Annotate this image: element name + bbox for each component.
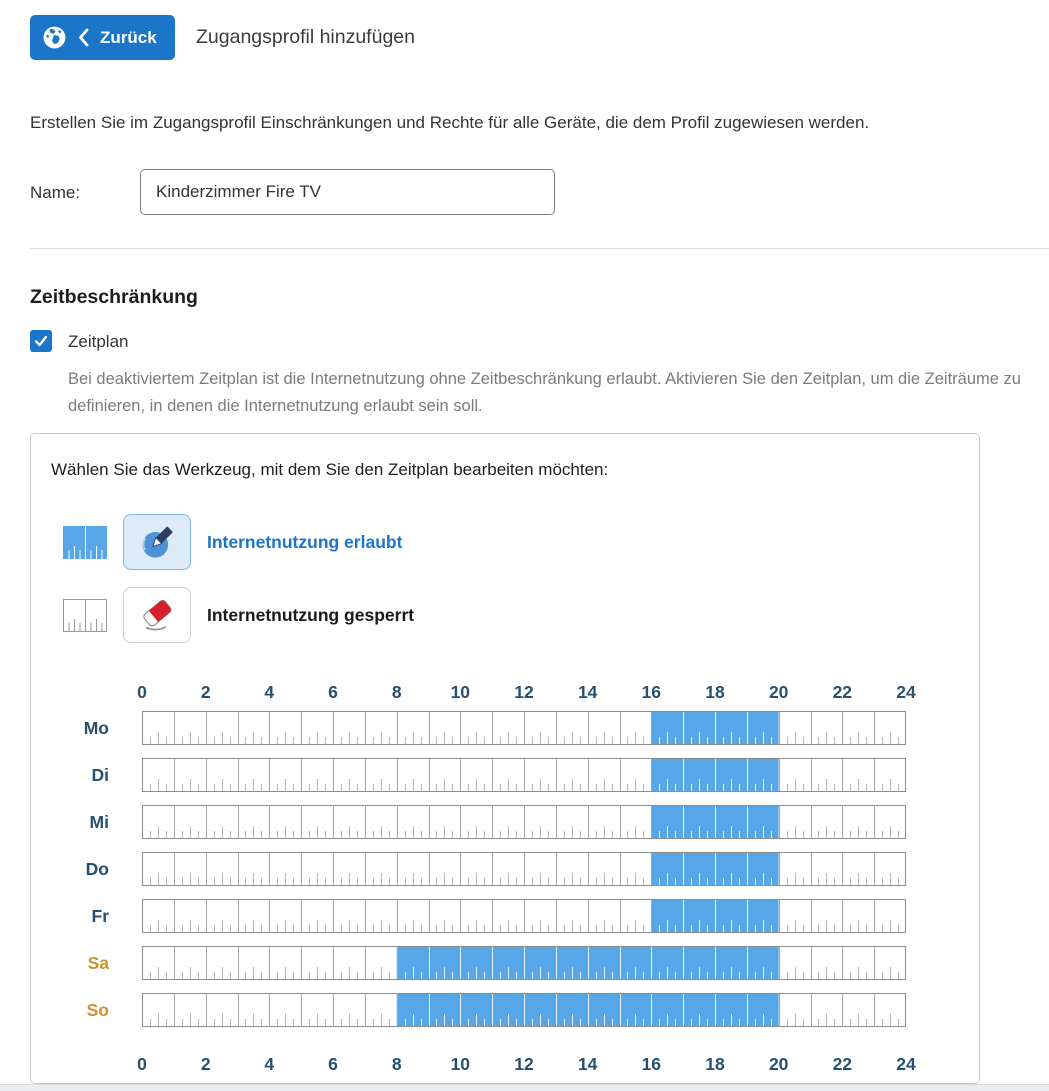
svg-text:22: 22 bbox=[832, 682, 853, 702]
svg-text:18: 18 bbox=[705, 1054, 725, 1074]
blocked-swatch-icon bbox=[63, 599, 107, 632]
schedule-panel bbox=[30, 433, 980, 1084]
svg-text:18: 18 bbox=[705, 682, 725, 702]
svg-text:12: 12 bbox=[514, 1054, 534, 1074]
svg-text:24: 24 bbox=[896, 1054, 916, 1074]
svg-text:2: 2 bbox=[200, 1054, 211, 1074]
block-tool-label[interactable]: Internetnutzung gesperrt bbox=[207, 605, 415, 625]
svg-text:4: 4 bbox=[264, 1054, 275, 1074]
svg-text:8: 8 bbox=[391, 1054, 402, 1074]
chevron-left-icon bbox=[78, 28, 89, 47]
pencil-icon bbox=[137, 522, 177, 562]
profile-name-input[interactable] bbox=[140, 169, 555, 215]
svg-text:4: 4 bbox=[264, 682, 275, 702]
svg-text:8: 8 bbox=[391, 682, 402, 702]
zeitplan-description: Bei deaktiviertem Zeitplan ist die Internetnutzung ohne Zeitbeschränkung erlaubt. Aktivieren Sie den Zeitplan, um die Zeiträume zu definieren, in denen die Internetnutzung erlaubt sein soll. bbox=[68, 370, 1021, 415]
globe-icon bbox=[42, 25, 67, 50]
svg-text:10: 10 bbox=[450, 1054, 471, 1074]
back-button-label: Zurück bbox=[100, 27, 157, 47]
svg-text:Di: Di bbox=[91, 765, 109, 785]
svg-text:16: 16 bbox=[641, 1054, 662, 1074]
schedule-grid[interactable] bbox=[31, 678, 981, 1078]
svg-text:20: 20 bbox=[768, 1054, 789, 1074]
allowed-swatch-icon bbox=[63, 526, 107, 559]
time-restriction-heading: Zeitbeschränkung bbox=[30, 286, 198, 308]
svg-text:6: 6 bbox=[328, 1054, 338, 1074]
allow-tool-label[interactable]: Internetnutzung erlaubt bbox=[207, 532, 403, 552]
zeitplan-checkbox-label: Zeitplan bbox=[68, 332, 129, 351]
eraser-icon bbox=[137, 595, 177, 635]
svg-text:16: 16 bbox=[641, 682, 662, 702]
allow-tool-button[interactable] bbox=[123, 514, 191, 570]
svg-text:12: 12 bbox=[514, 682, 534, 702]
svg-text:6: 6 bbox=[328, 682, 338, 702]
intro-text: Erstellen Sie im Zugangsprofil Einschränkungen und Rechte für alle Geräte, die dem Profil zugewiesen werden. bbox=[30, 113, 870, 132]
svg-text:0: 0 bbox=[137, 682, 147, 702]
page-title: Zugangsprofil hinzufügen bbox=[196, 26, 415, 48]
block-tool-button[interactable] bbox=[123, 587, 191, 643]
section-divider bbox=[30, 248, 1049, 249]
svg-text:So: So bbox=[86, 1000, 109, 1020]
svg-text:Sa: Sa bbox=[87, 953, 109, 973]
zeitplan-checkbox[interactable] bbox=[30, 330, 52, 352]
name-label: Name: bbox=[30, 183, 81, 202]
svg-text:Fr: Fr bbox=[91, 906, 109, 926]
svg-text:Mi: Mi bbox=[89, 812, 109, 832]
checkmark-icon bbox=[33, 333, 49, 349]
svg-text:20: 20 bbox=[768, 682, 789, 702]
svg-text:0: 0 bbox=[137, 1054, 147, 1074]
page-bottom-divider bbox=[0, 1084, 1049, 1091]
svg-text:14: 14 bbox=[577, 1054, 598, 1074]
svg-text:24: 24 bbox=[896, 682, 916, 702]
svg-text:Mo: Mo bbox=[83, 718, 109, 738]
svg-text:2: 2 bbox=[200, 682, 211, 702]
svg-text:Do: Do bbox=[85, 859, 109, 879]
svg-text:14: 14 bbox=[577, 682, 598, 702]
svg-text:10: 10 bbox=[450, 682, 471, 702]
tool-prompt: Wählen Sie das Werkzeug, mit dem Sie den Zeitplan bearbeiten möchten: bbox=[51, 460, 609, 479]
svg-text:22: 22 bbox=[832, 1054, 853, 1074]
back-button[interactable] bbox=[30, 15, 175, 60]
